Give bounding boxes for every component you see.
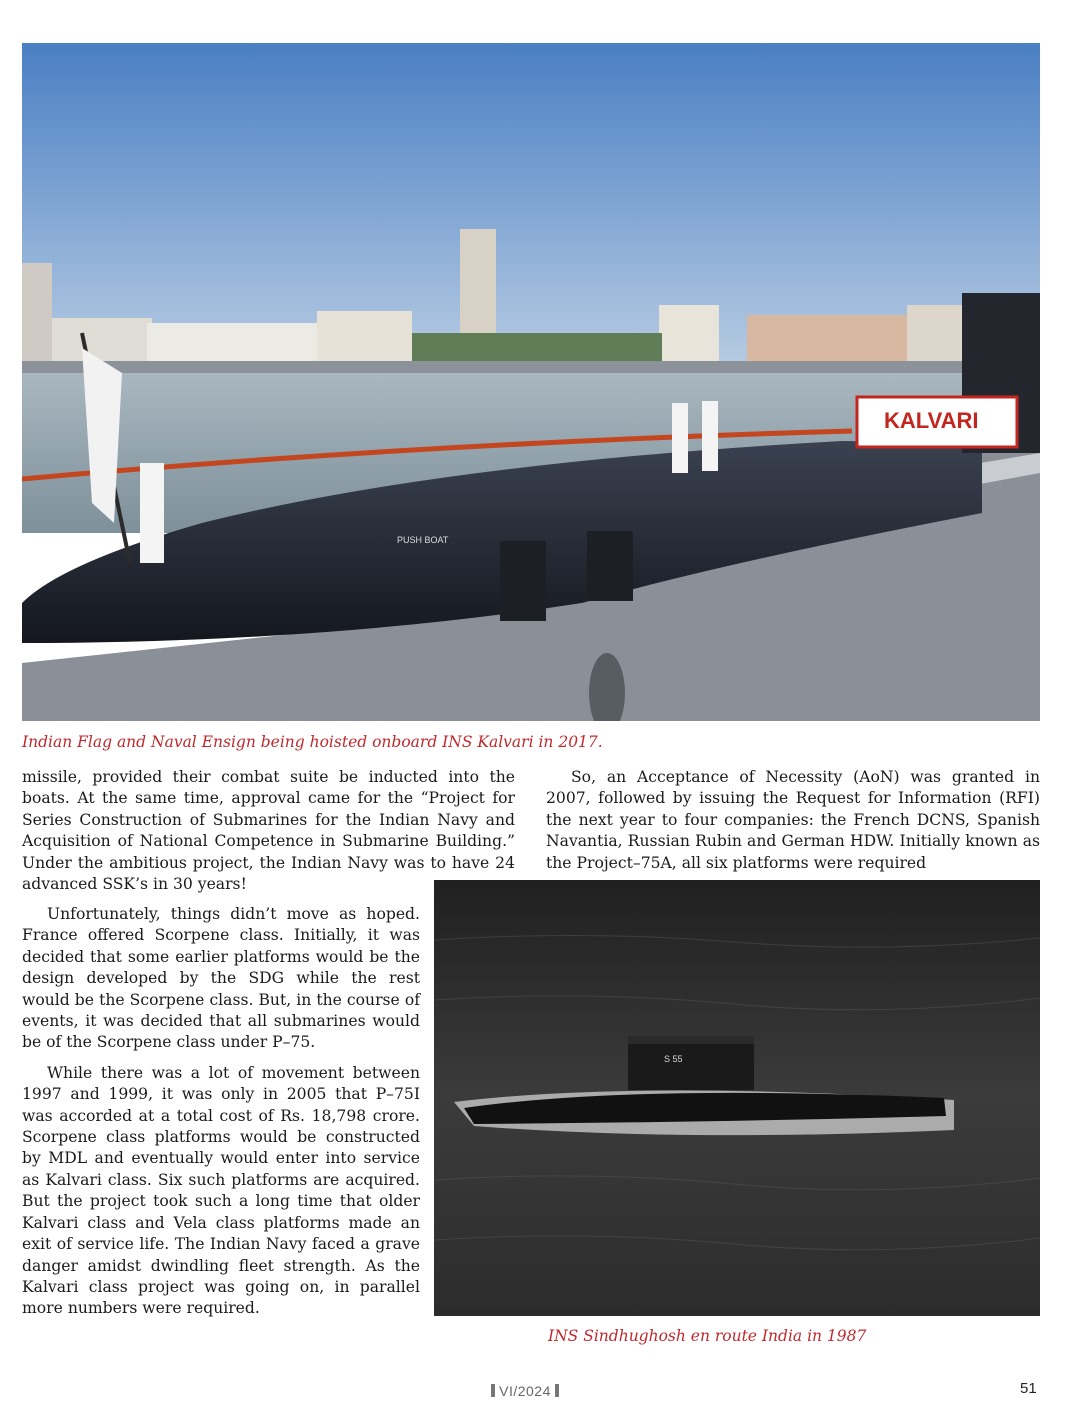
- kalvari-photo: [22, 43, 1040, 721]
- kalvari-caption: Indian Flag and Naval Ensign being hoisted onboard INS Kalvari in 2017.: [22, 733, 603, 751]
- paragraph-1: missile, provided their combat suite be inducted into the boats. At the same time, approval came for the “Project for Series Construction of Submarines for the Indian Navy and Acquisition of National Competence in Submarine Building.” Under the ambitious project, the Indian Navy was to have 24 advanced SSK’s in 30 years!: [22, 768, 515, 894]
- paragraph-right-1: So, an Acceptance of Necessity (AoN) was granted in 2007, followed by issuing the Request for Information (RFI) the next year to four companies: the French DCNS, Spanish Navantia, Russian Rubin and German HDW. Initially known as the Project–75A, all six platforms were required: [546, 768, 1040, 872]
- footer-bar-left: [491, 1384, 495, 1397]
- issue-label: VI/2024: [499, 1383, 551, 1399]
- kalvari-sign: KALVARI: [884, 408, 979, 433]
- issue-footer: [480, 1383, 570, 1399]
- sindhughosh-caption: INS Sindhughosh en route India in 1987: [548, 1327, 867, 1345]
- sindhughosh-photo: [434, 880, 1040, 1316]
- page-number: 51: [1020, 1380, 1037, 1397]
- paragraph-3: While there was a lot of movement between 1997 and 1999, it was only in 2005 that P–75I was accorded at a total cost of Rs. 18,798 crore. Scorpene class platforms would be constructed by MDL and eventually would enter into service as Kalvari class. Six such platforms are acquired. But the project took such a long time that older Kalvari class and Vela class platforms made an exit of service life. The Indian Navy faced a grave danger amidst dwindling fleet strength. As the Kalvari class project was going on, in parallel more numbers were required.: [22, 1063, 420, 1318]
- paragraph-2: Unfortunately, things didn’t move as hoped. France offered Scorpene class. Initially, it was decided that some earlier platforms would be the design developed by the SDG while the rest would be the Scorpene class. But, in the course of events, it was decided that all submarines would be of the Scorpene class under P–75.: [22, 905, 420, 1052]
- sail-number: S 55: [664, 1054, 683, 1064]
- push-boat-marking: PUSH BOAT: [397, 535, 449, 545]
- right-column-top: [546, 767, 1040, 883]
- left-column-bottom: [22, 904, 420, 1329]
- footer-bar-right: [555, 1384, 559, 1397]
